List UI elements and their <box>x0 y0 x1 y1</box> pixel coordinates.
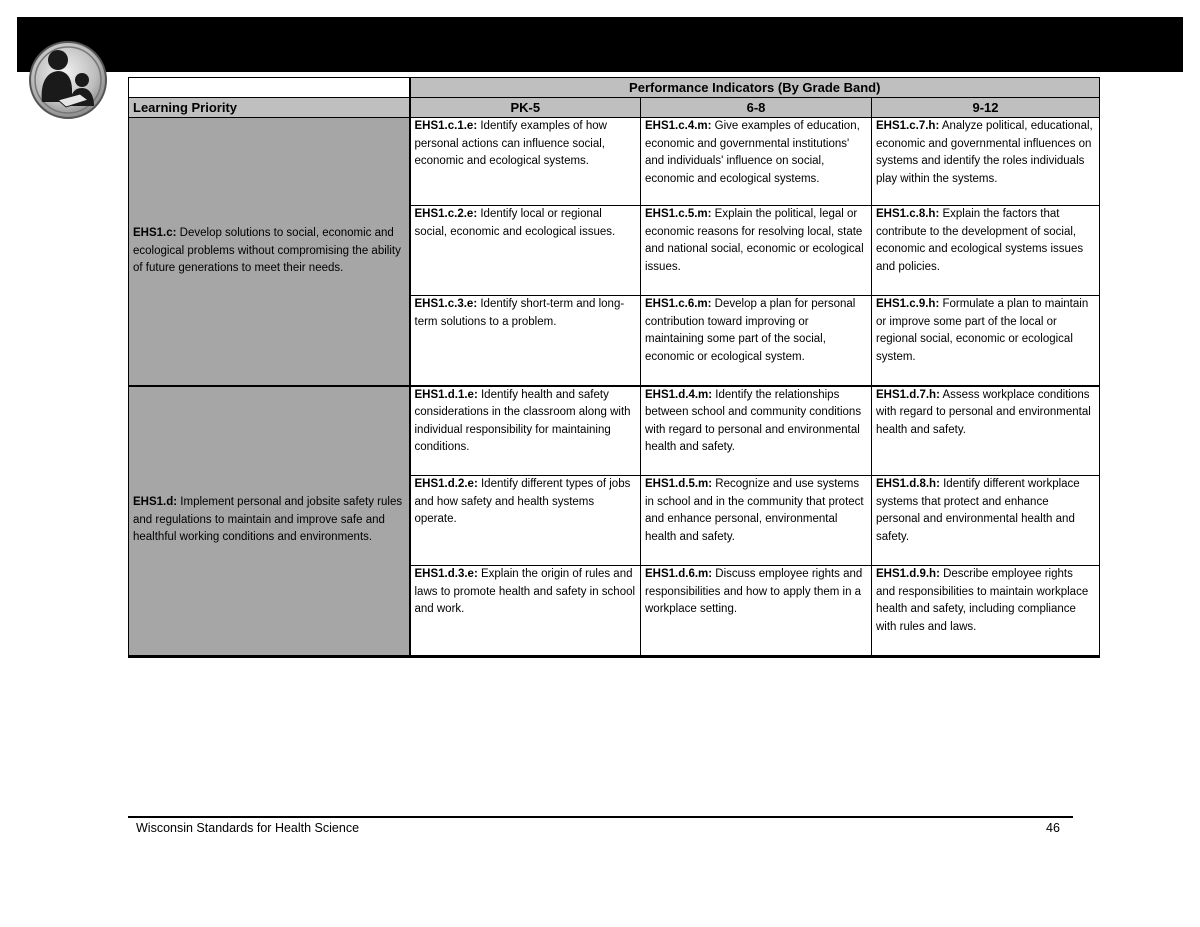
performance-indicators-table <box>128 77 1100 658</box>
indicator-cell: EHS1.c.8.h: Explain the factors that contribute to the development of social, economic and ecological systems issues and policies. <box>872 206 1100 296</box>
indicator-cell: EHS1.d.3.e: Explain the origin of rules and laws to promote health and safety in school and work. <box>410 566 641 656</box>
indicator-cell: EHS1.d.9.h: Describe employee rights and responsibilities to maintain workplace health and safety, including compliance with rules and laws. <box>872 566 1100 656</box>
indicator-cell: EHS1.c.1.e: Identify examples of how personal actions can influence social, economic and ecological systems. <box>410 118 641 206</box>
footer-divider <box>128 816 1073 818</box>
indicator-cell: EHS1.d.5.m: Recognize and use systems in school and in the community that protect and enhance personal, environmental health and safety. <box>641 476 872 566</box>
indicator-cell: EHS1.c.2.e: Identify local or regional social, economic and ecological issues. <box>410 206 641 296</box>
blank-header-cell <box>129 78 410 98</box>
indicator-cell: EHS1.c.6.m: Develop a plan for personal contribution toward improving or maintaining some part of the social, economic or ecological system. <box>641 296 872 386</box>
learning-priority-cell: EHS1.c: Develop solutions to social, economic and ecological problems without compromising the ability of future generations to meet their needs. <box>129 118 410 386</box>
indicator-cell: EHS1.d.1.e: Identify health and safety considerations in the classroom along with individual responsibility for maintaining conditions. <box>410 386 641 476</box>
pk5-header: PK-5 <box>410 98 641 118</box>
grade912-header: 9-12 <box>872 98 1100 118</box>
learning-priority-cell: EHS1.d: Implement personal and jobsite safety rules and regulations to maintain and improve safe and healthful working conditions and environments. <box>129 386 410 656</box>
indicator-cell: EHS1.d.7.h: Assess workplace conditions with regard to personal and environmental health and safety. <box>872 386 1100 476</box>
indicator-cell: EHS1.d.6.m: Discuss employee rights and responsibilities and how to apply them in a workplace setting. <box>641 566 872 656</box>
table-row <box>129 118 1100 206</box>
learning-priority-header: Learning Priority <box>129 98 410 118</box>
column-header-row <box>129 98 1100 118</box>
header-bar <box>17 17 1183 72</box>
indicator-cell: EHS1.d.4.m: Identify the relationships between school and community conditions with regard to personal and environmental health and safety. <box>641 386 872 476</box>
indicator-cell: EHS1.c.3.e: Identify short-term and long-term solutions to a problem. <box>410 296 641 386</box>
indicator-cell: EHS1.c.4.m: Give examples of education, economic and governmental institutions' and individuals' influence on social, economic and ecological systems. <box>641 118 872 206</box>
grade68-header: 6-8 <box>641 98 872 118</box>
indicator-cell: EHS1.c.7.h: Analyze political, educational, economic and governmental influences on systems and identify the roles individuals play within the systems. <box>872 118 1100 206</box>
group-header-row <box>129 78 1100 98</box>
page-number: 46 <box>1046 821 1060 835</box>
table-end-row <box>129 656 1100 658</box>
indicator-cell: EHS1.d.8.h: Identify different workplace systems that protect and enhance personal and environmental health and safety. <box>872 476 1100 566</box>
indicator-cell: EHS1.d.2.e: Identify different types of jobs and how safety and health systems operate. <box>410 476 641 566</box>
reader-parent-child-icon <box>28 40 108 120</box>
footer-title: Wisconsin Standards for Health Science <box>136 821 360 835</box>
table-row <box>129 386 1100 476</box>
indicator-cell: EHS1.c.5.m: Explain the political, legal or economic reasons for resolving local, state and national social, economic or ecological issues. <box>641 206 872 296</box>
indicator-cell: EHS1.c.9.h: Formulate a plan to maintain or improve some part of the local or regional social, economic or ecological system. <box>872 296 1100 386</box>
performance-indicators-header: Performance Indicators (By Grade Band) <box>410 78 1100 98</box>
